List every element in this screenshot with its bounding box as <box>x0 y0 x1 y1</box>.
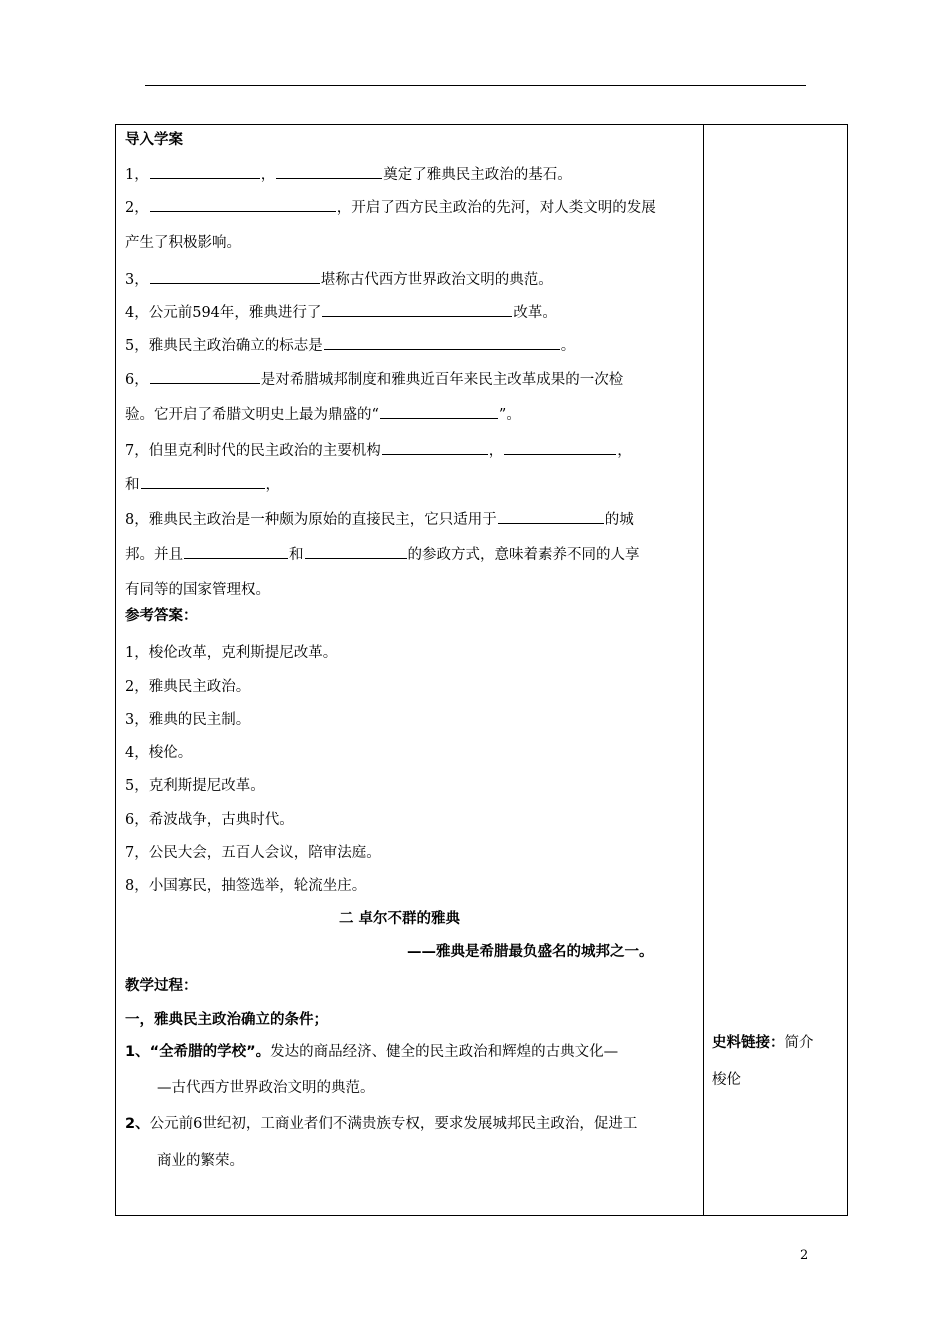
answer-blank <box>276 164 382 179</box>
side-note-line-2: 梭伦 <box>712 1072 741 1088</box>
question-1: 1， ， 奠定了雅典民主政治的基石。 <box>125 164 572 185</box>
answer-blank <box>498 509 604 524</box>
page-number: 2 <box>800 1248 809 1263</box>
answer-item: 3，雅典的民主制。 <box>125 712 251 728</box>
question-2: 2， ，开启了西方民主政治的先河，对人类文明的发展 <box>125 197 656 218</box>
intro-heading: 导入学案 <box>125 132 183 148</box>
answer-blank <box>380 404 498 419</box>
question-8-continued-2: 有同等的国家管理权。 <box>125 582 270 598</box>
answer-blank <box>504 440 616 455</box>
answer-blank <box>324 335 560 350</box>
side-note <box>712 1025 842 1099</box>
answer-item: 8，小国寡民，抽签选举，轮流坐庄。 <box>125 878 367 894</box>
answer-blank <box>150 369 260 384</box>
question-4: 4，公元前594年，雅典进行了 改革。 <box>125 302 557 323</box>
answer-blank <box>382 440 488 455</box>
answers-heading: 参考答案： <box>125 608 198 624</box>
point-1-heading: 一，雅典民主政治确立的条件； <box>125 1012 328 1028</box>
question-6-continued: 验。它开启了希腊文明史上最为鼎盛的“ ”。 <box>125 404 521 425</box>
question-3: 3， 堪称古代西方世界政治文明的典范。 <box>125 269 553 290</box>
condition-item-1-continued: —古代西方世界政治文明的典范。 <box>157 1080 375 1096</box>
question-8-continued: 邦。并且 和 的参政方式，意味着素养不同的人享 <box>125 544 640 565</box>
question-5: 5，雅典民主政治确立的标志是 。 <box>125 335 575 356</box>
question-7: 7，伯里克利时代的民主政治的主要机构 ， ， <box>125 440 632 461</box>
header-rule <box>145 85 806 86</box>
answer-item: 6，希波战争，古典时代。 <box>125 812 294 828</box>
answer-item: 2，雅典民主政治。 <box>125 679 251 695</box>
condition-item-2: 2、公元前6世纪初，工商业者们不满贵族专权，要求发展城邦民主政治，促进工 <box>125 1116 638 1132</box>
process-heading: 教学过程： <box>125 978 198 994</box>
section-subtitle: ——雅典是希腊最负盛名的城邦之一。 <box>407 944 654 960</box>
section-title: 二 卓尔不群的雅典 <box>339 911 461 927</box>
side-note-line-1: 史料链接：简介 <box>712 1035 814 1051</box>
condition-item-2-continued: 商业的繁荣。 <box>157 1153 244 1169</box>
answer-blank <box>305 544 407 559</box>
question-7-continued: 和 ， <box>125 474 280 495</box>
answer-blank <box>150 164 260 179</box>
answer-blank <box>322 302 512 317</box>
column-divider <box>703 124 704 1216</box>
answer-blank <box>184 544 288 559</box>
question-2-continued: 产生了积极影响。 <box>125 235 241 251</box>
answer-blank <box>150 269 320 284</box>
answer-blank <box>150 197 336 212</box>
condition-item-1: 1、“全希腊的学校”。发达的商品经济、健全的民主政治和辉煌的古典文化— <box>125 1044 619 1060</box>
answer-item: 5，克利斯提尼改革。 <box>125 778 265 794</box>
question-6: 6， 是对希腊城邦制度和雅典近百年来民主改革成果的一次检 <box>125 369 623 390</box>
answer-item: 7，公民大会，五百人会议，陪审法庭。 <box>125 845 381 861</box>
answer-item: 4，梭伦。 <box>125 745 193 761</box>
question-8: 8，雅典民主政治是一种颇为原始的直接民主，它只适用于 的城 <box>125 509 634 530</box>
answer-blank <box>141 474 265 489</box>
answer-item: 1，梭伦改革，克利斯提尼改革。 <box>125 645 338 661</box>
